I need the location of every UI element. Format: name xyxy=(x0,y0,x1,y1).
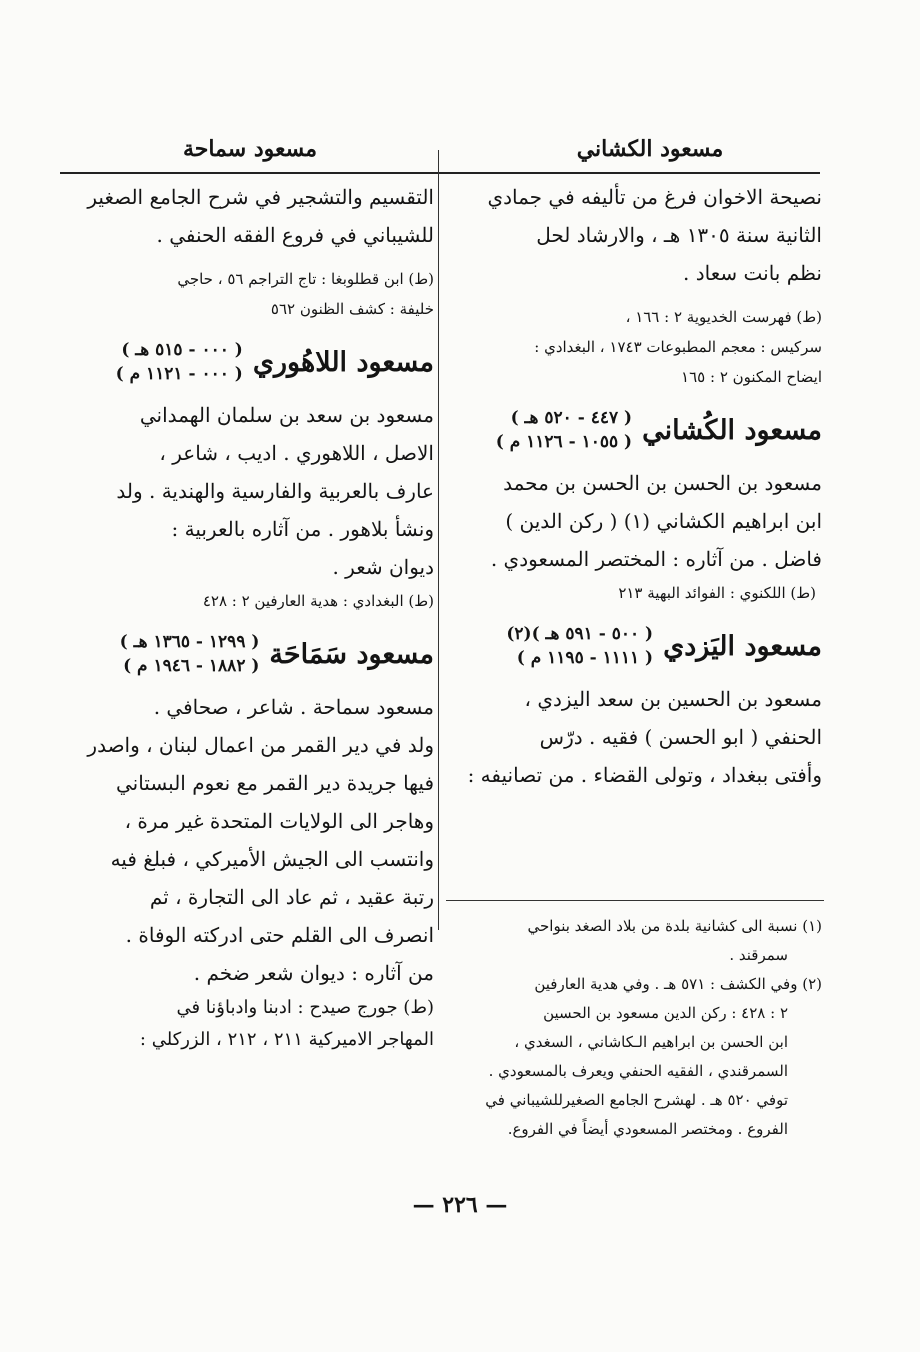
body-line: فيها جريدة دير القمر مع نعوم البستاني xyxy=(115,771,434,795)
left-column xyxy=(62,178,434,1056)
body-line: نصيحة الاخوان فرغ من تأليفه في جمادي xyxy=(487,185,822,209)
footnote-line: ٢ : ٤٢٨ : ركن الدين مسعود بن الحسين xyxy=(543,1004,788,1022)
entry-name: مسعود سَمَاحَة xyxy=(269,638,434,670)
reference-line: (ط) البغدادي : هدية العارفين ٢ : ٤٢٨ xyxy=(202,592,434,610)
entry-dates xyxy=(116,338,243,386)
dates-gregorian: ( ١٠٥٥ - ١١٢٦ م ) xyxy=(495,432,633,452)
entry-name: مسعود الكُشاني xyxy=(642,414,822,446)
body-line: الحنفي ( ابو الحسن ) فقيه . درّس xyxy=(539,725,822,749)
entry-dates xyxy=(506,622,653,670)
entry-heading-lahouri xyxy=(62,338,434,386)
reference-line: (ط) فهرست الخديوية ٢ : ١٦٦ ، xyxy=(625,308,822,326)
entry-heading-samaha xyxy=(62,630,434,678)
entry-heading-kashani xyxy=(452,406,822,454)
reference-line: سركيس : معجم المطبوعات ١٧٤٣ ، البغدادي : xyxy=(534,338,822,356)
reference-line: خليفة : كشف الظنون ٥٦٢ xyxy=(270,300,434,318)
body-line: وأفتى ببغداد ، وتولى القضاء . من تصانيفه : xyxy=(467,763,822,787)
body-line: مسعود سماحة . شاعر ، صحافي . xyxy=(153,695,434,719)
body-line: ولد في دير القمر من اعمال لبنان ، واصدر xyxy=(87,733,434,757)
reference-line: المهاجر الاميركية ٢١١ ، ٢١٢ ، الزركلي : xyxy=(139,1029,434,1050)
body-line: التقسيم والتشجير في شرح الجامع الصغير xyxy=(87,185,434,209)
page-number: — ٢٢٦ — xyxy=(412,1192,508,1218)
entry-dates xyxy=(120,630,260,678)
reference-line: (ط) ابن قطلوبغا : تاج التراجم ٥٦ ، حاجي xyxy=(177,270,434,288)
body-line: مسعود بن سعد بن سلمان الهمداني xyxy=(139,403,434,427)
dates-gregorian: ( ٠٠٠ - ١١٢١ م ) xyxy=(115,364,243,384)
entry-name: مسعود اليَزدي xyxy=(663,630,822,662)
header-rule xyxy=(60,172,820,174)
dates-hijri: ( ١٢٩٩ - ١٣٦٥ هـ ) xyxy=(119,632,260,652)
body-line: فاضل . من آثاره : المختصر المسعودي . xyxy=(490,547,822,571)
body-line: مسعود بن الحسين بن سعد اليزدي ، xyxy=(524,687,822,711)
dates-gregorian: ( ١١١١ - ١١٩٥ م ) xyxy=(516,648,654,668)
footnote-line: (٢) وفي الكشف : ٥٧١ هـ . وفي هدية العارفين xyxy=(534,975,822,993)
body-line: انصرف الى القلم حتى ادركته الوفاة . xyxy=(125,923,434,947)
reference-line: (ط) جورج صيدح : ادبنا وادباؤنا في xyxy=(176,997,434,1018)
footnote-line: السمرقندي ، الفقيه الحنفي ويعرف بالمسعودي . xyxy=(488,1062,788,1080)
footnote-line: الفروع . ومختصر المسعودي أيضاً في الفروع. xyxy=(507,1120,788,1138)
dates-gregorian: ( ١٨٨٢ - ١٩٤٦ م ) xyxy=(123,656,260,676)
body-line: الاصل ، اللاهوري . اديب ، شاعر ، xyxy=(159,441,434,465)
body-line: عارف بالعربية والفارسية والهندية . ولد xyxy=(116,479,434,503)
dates-hijri: ( ٤٤٧ - ٥٢٠ هـ ) xyxy=(510,408,633,428)
column-divider xyxy=(438,150,439,930)
body-line: وهاجر الى الولايات المتحدة غير مرة ، xyxy=(124,809,434,833)
body-line: ونشأ بلاهور . من آثاره بالعربية : xyxy=(171,517,434,541)
entry-dates xyxy=(496,406,632,454)
reference-line: ايضاح المكنون ٢ : ١٦٥ xyxy=(681,368,822,386)
body-line: الثانية سنة ١٣٠٥ هـ ، والارشاد لحل xyxy=(536,223,822,247)
footnote-line: توفي ٥٢٠ هـ . لهشرح الجامع الصغيرللشيباني في xyxy=(485,1091,788,1109)
dates-hijri: ( ٠٠٠ - ٥١٥ هـ ) xyxy=(121,340,243,360)
footnotes xyxy=(452,912,822,1144)
body-line: وانتسب الى الجيش الأميركي ، فبلغ فيه xyxy=(110,847,434,871)
entry-name: مسعود اللاهُوري xyxy=(252,346,434,378)
running-header-right: مسعود الكشاني xyxy=(576,136,724,162)
right-column xyxy=(452,178,822,794)
footnote-line: سمرقند . xyxy=(729,946,788,964)
body-line: ديوان شعر . xyxy=(332,555,434,579)
body-line: نظم بانت سعاد . xyxy=(683,261,822,285)
dates-hijri: ( ٥٠٠ - ٥٩١ هـ )(٢) xyxy=(506,624,654,644)
running-header-left: مسعود سماحة xyxy=(182,136,318,162)
footnote-rule xyxy=(446,900,824,901)
footnote-line: ابن الحسن بن ابراهيم الـكاشاني ، السغدي ، xyxy=(514,1033,788,1051)
body-line: رتبة عقيد ، ثم عاد الى التجارة ، ثم xyxy=(149,885,434,909)
body-line: للشيباني في فروع الفقه الحنفي . xyxy=(156,223,434,247)
entry-heading-yazdi xyxy=(452,622,822,670)
reference-line: (ط) اللكنوي : الفوائد البهية ٢١٣ xyxy=(618,584,816,602)
body-line: ابن ابراهيم الكشاني (١) ( ركن الدين ) xyxy=(505,509,822,533)
body-line: من آثاره : ديوان شعر ضخم . xyxy=(193,961,434,985)
footnote-line: (١) نسبة الى كشانية بلدة من بلاد الصغد بنواحي xyxy=(527,917,822,935)
body-line: مسعود بن الحسن بن الحسن بن محمد xyxy=(503,471,822,495)
